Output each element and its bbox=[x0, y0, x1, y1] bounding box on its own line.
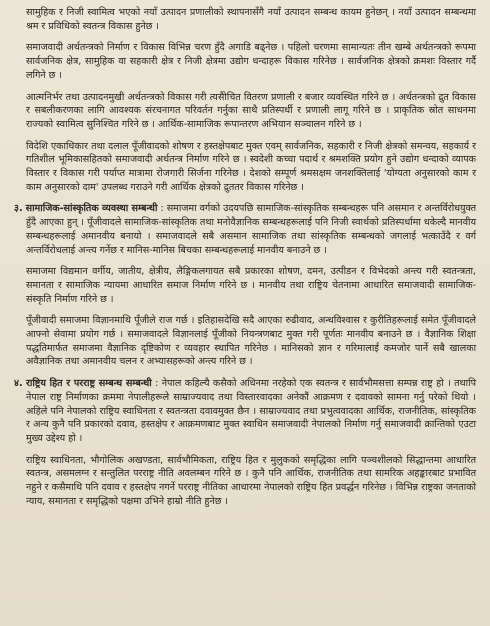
paragraph-production-relations: सामुहिक र निजी स्वामित्व भएको नयाँ उत्पादन प्रणालीको स्थापनासँगै नयाँ उत्पादन सम्बन्ध कायम हुनेछन् । नयाँ उत्पादन सम्बन्धमा श्रम र प्रविधिको स्वतन्त्र विकास हुनेछ । bbox=[26, 7, 476, 32]
section-3-social-cultural bbox=[14, 202, 477, 257]
section-3-number: ३. bbox=[14, 203, 23, 215]
section-4-national-interest bbox=[14, 377, 476, 446]
section-4-text: : नेपाल कहिल्यै कसैको अधिनमा नरहेको एक स्वतन्त्र र सार्वभौमसत्ता सम्पन्न राष्ट्र हो । तथापि नेपाल राष्ट्र निर्माणका क्रममा नेपालीहरूले साम्राज्यवाद तथा विस्तारवादका अनेकौं आक्रमण र दवावको सामना गर्नु परेको थियो । अहिले पनि नेपालको राष्ट्रिय स्वाधिनता र स्वतन्त्रता दवावमुक्त छैन । साम्राज्यवाद तथा प्रभुत्ववादका आर्थिक, राजनीतिक, सांस्कृतिक र अन्य कुनै पनि प्रकारको दवाव, हस्तक्षेप र आक्रमणबाट मुक्त स्वाधिन समाजवादी नेपालको निर्माण गर्नु समाजवादी क्रान्तिको एउटा मुख्य उद्देश्य हो । bbox=[26, 378, 476, 444]
section-4-number: ४. bbox=[14, 378, 23, 390]
paragraph-exploitation-end: समाजमा विद्यमान वर्गीय, जातीय, क्षेत्रीय, लैङ्गिकलगायत सबै प्रकारका शोषण, दमन, उत्पीडन र विभेदको अन्त्य गरी स्वतन्त्रता, समानता र सामाजिक न्यायमा आधारित समाज निर्माण गरिने छ । मानवीय तथा राष्ट्रिय चेतनामा आधारित समाजवादी सामाजिक-संस्कृति निर्माण गरिने छ । bbox=[26, 266, 476, 305]
section-4-heading: राष्ट्रिय हित र परराष्ट्र सम्बन्ध सम्बन्धी bbox=[25, 378, 152, 390]
section-3-heading: सामाजिक-सांस्कृतिक व्यवस्था सम्बन्धी bbox=[25, 203, 158, 215]
paragraph-foreign-policy: राष्ट्रिय स्वाधिनता, भौगोलिक अखण्डता, सार्वभौमिकता, राष्ट्रिय हित र मुलुकको समृद्धिका लागि पञ्चशीलको सिद्धान्तमा आधारित स्वतन्त्र, असमलग्न र सन्तुलित परराष्ट्र नीति अवलम्बन गरिने छ । कुनै पनि आर्थिक, राजनीतिक तथा सामरिक अहङ्कारबाट प्रभावित नहुने र कसैमाथि पनि दवाव र हस्तक्षेप नगर्ने परराष्ट्र नीतिका आधारमा नेपालको राष्ट्रिय हित प्रवर्द्धन गरिनेछ । विभिन्न राष्ट्रका जनताको न्याय, समानता र समृद्धिको पक्षमा उभिने हाम्रो नीति हुनेछ । bbox=[26, 454, 476, 507]
paragraph-foreign-monopoly: विदेशि एकाधिकार तथा दलाल पूँजीवादको शोषण र हस्तक्षेपबाट मुक्त एवम् सार्वजनिक, सहकारी र निजी क्षेत्रको समन्वय, सहकार्य र गतिशील भूमिकासहितको समाजवादी अर्थतन्त्र निर्माण गरिने छ । स्वदेशी कच्चा पदार्थ र श्रमशक्ति प्रयोग हुने उद्योग धन्दाको व्यापक विस्तार र विकास गरी पर्याप्त मात्रामा रोजगारी सिर्जना गरिनेछ । देशको सम्पूर्ण श्रमसक्षम जनशक्तिलाई 'योग्यता अनुसारको काम र काम अनुसारको दाम' उपलब्ध गराउने गरी आर्थिक क्षेत्रको द्रुततर विकास गरिनेछ । bbox=[26, 140, 476, 193]
paragraph-science-capital: पूँजीवादी समाजमा विज्ञानमाथि पूँजीले राज गर्छ । इतिहासदेखि सदै आएका रुढीवाद, अन्धविश्वास र कुरीतिहरूलाई समेत पूँजीवादले आफ्नो सेवामा प्रयोग गर्छ । समाजवादले विज्ञानलाई पूँजीको नियन्त्रणबाट मुक्त गरी पूर्णतः मानवीय बनाउने छ । वैज्ञानिक शिक्षा पद्धतिमार्फत समाजमा वैज्ञानिक दृष्टिकोण र व्यवहार स्थापित गरिनेछ । मानिसको ज्ञान र गरिमालाई कमजोर पार्ने सबै खालका अवैज्ञानिक तथा अमानवीय चलन र अभ्यासहरूको अन्त्य गरिने छ । bbox=[26, 315, 476, 368]
section-3-text: : समाजमा वर्गको उदयपछि सामाजिक-सांस्कृतिक सम्बन्धहरू पनि असमान र अन्तर्विरोधयुक्त हुँदै आएका हुन् । पूँजीवादले सामाजिक-सांस्कृतिक तथा मनोवैज्ञानिक सम्बन्धहरूलाई पनि निजी स्वार्थको प्रतिस्पर्धामा धकेल्दै मानवीय सम्बन्धहरूलाई अमानवीय बनायो । समाजवादले सबै असमान सामाजिक तथा सांस्कृतिक सम्बन्धको जगलाई भत्काउँदै र वर्ग अन्तर्विरोधलाई अन्त्य गर्नेछ र मानिस-मानिस बिचका सम्बन्धहरूलाई मानवीय बनाउने छ । bbox=[26, 203, 477, 256]
paragraph-socialist-economy-phases: समाजवादी अर्थतन्त्रको निर्माण र विकास विभिन्न चरण हुँदै अगाडि बढ्नेछ । पहिलो चरणमा सामान्यतः तीन खम्बे अर्थतन्त्रको रूपमा सार्वजनिक क्षेत्र, सामुहिक वा सहकारी क्षेत्र र निजी क्षेत्रमा उद्योग धन्दाहरू विकास गरिनेछ । सार्वजनिक क्षेत्रको क्रमशः विस्तार गर्दै लगिने छ । bbox=[26, 42, 476, 81]
paragraph-self-reliant-economy: आत्मनिर्भर तथा उत्पादनमुखी अर्थतन्त्रको विकास गरी त्यसैोचित वितरण प्रणाली र बजार व्यवस्थित गरिने छ । अर्थतन्त्रको द्रुत विकास र सबलीकरणका लागि आवश्यक संरचनागत परिवर्तन गर्नुका साथै प्रतिस्पर्धी र प्रणाली लागू गरिने छ । प्राकृतिक स्रोत साधनमा राज्यको स्वामित्व सुनिश्चित गरिने छ । आर्थिक-सामाजिक रूपान्तरण अभियान सञ्चालन गरिने छ । bbox=[26, 91, 476, 130]
